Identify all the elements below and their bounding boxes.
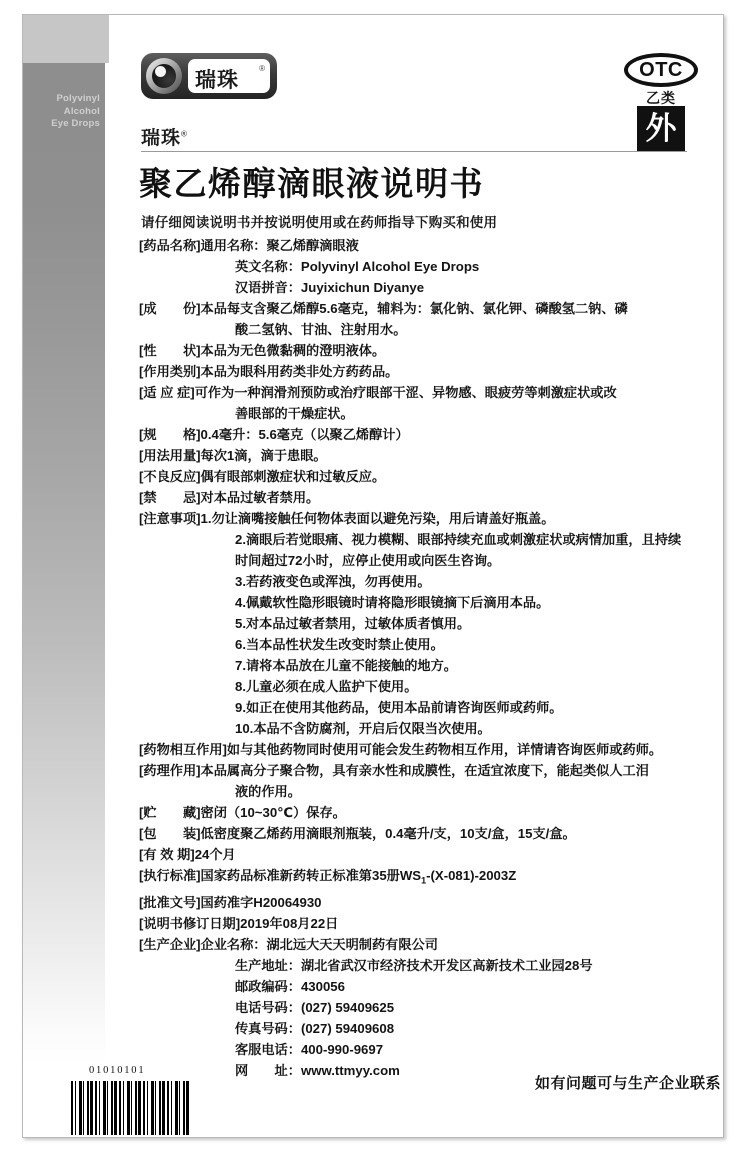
section-revision-date (139, 913, 691, 934)
fax-key: 传真号码： (235, 1020, 301, 1036)
section-storage (139, 802, 691, 823)
precaution-item: 6.当本品性状发生改变时禁止使用。 (235, 637, 444, 652)
external-use-text: 外 (645, 111, 677, 146)
service-key: 客服电话： (235, 1041, 301, 1057)
section-ingredients (139, 298, 691, 319)
address-key: 生产地址： (235, 957, 301, 973)
section-label: [禁 忌] (139, 490, 201, 505)
section-value: 低密度聚乙烯药用滴眼剂瓶装，0.4毫升/支，10支/盒，15支/盒。 (200, 826, 576, 841)
manufacturer-phone (139, 997, 691, 1018)
drug-name-english: 英文名称：Polyvinyl Alcohol Eye Drops (235, 259, 480, 274)
phone-key: 电话号码： (235, 999, 301, 1015)
section-value: 2019年08月22日 (240, 915, 339, 931)
section-label: [药品名称] (139, 238, 201, 253)
section-value: 通用名称：聚乙烯醇滴眼液 (200, 238, 359, 253)
section-manufacturer (139, 934, 691, 955)
header-divider (141, 151, 687, 152)
section-contraindications (139, 487, 691, 508)
otc-mark-text: OTC (639, 59, 683, 81)
spine-product-name (28, 93, 100, 131)
drug-name-pinyin: 汉语拼音：Juyixichun Diyanye (235, 280, 425, 295)
standard-subscript: 1 (421, 875, 427, 886)
logo-name-box (188, 59, 270, 93)
contact-note: 如有问题可与生产企业联系 (535, 1075, 722, 1092)
section-pharmacology (139, 760, 691, 781)
page-title: 聚乙烯醇滴眼液说明书 (139, 165, 484, 202)
section-value: 每次1滴，滴于患眼。 (200, 448, 327, 463)
precaution-item: 2.滴眼后若觉眼痛、视力模糊、眼部持续充血或刺激症状或病情加重，且持续 (235, 532, 682, 547)
logo-brand-text: 瑞珠 (195, 69, 239, 92)
otc-mark (624, 53, 698, 87)
section-label: [包 装] (139, 826, 201, 841)
section-precautions (139, 508, 691, 529)
fax-value: (027) 59409608 (300, 1020, 395, 1036)
left-spine-panel (23, 15, 109, 1139)
standard-prefix: 国家药品标准新药转正标准第35册WS (200, 868, 422, 883)
barcode-icon (71, 1081, 189, 1135)
spine-line-1: Polyvinyl (56, 93, 100, 104)
otc-badge (622, 53, 700, 151)
external-use-mark (637, 106, 685, 151)
spine-top-cap (23, 15, 109, 63)
eye-lens-icon (146, 58, 182, 94)
section-value: 0.4毫升：5.6毫克（以聚乙烯醇计） (200, 427, 409, 442)
precaution-item-continued: 时间超过72小时，应停止使用或向医生咨询。 (235, 553, 501, 568)
section-value: 本品为眼科用药类非处方药药品。 (200, 364, 399, 379)
precaution-item: 9.如正在使用其他药品，使用本品前请咨询医师或药师。 (235, 700, 563, 715)
otc-class-label: 乙类 (646, 90, 676, 106)
document-content (117, 15, 717, 1139)
pharmacology-continued: 液的作用。 (235, 784, 301, 799)
page-subtitle: 请仔细阅读说明书并按说明使用或在药师指导下购买和使用 (141, 215, 498, 230)
brand-heading-reg: ® (181, 129, 188, 139)
brand-heading (141, 123, 188, 150)
manufacturer-fax (139, 1018, 691, 1039)
insert-body (139, 235, 691, 1081)
section-drug-interactions (139, 739, 691, 760)
section-label: [适 应 症] (139, 385, 195, 400)
section-value (201, 865, 691, 892)
section-label: [有 效 期] (139, 847, 195, 862)
section-label: [批准文号] (139, 894, 201, 910)
section-value: 本品每支含聚乙烯醇5.6毫克，辅料为：氯化钠、氯化钾、磷酸氢二钠、磷 (200, 301, 628, 316)
section-indications (139, 382, 691, 403)
section-label: [注意事项] (139, 511, 201, 526)
section-label: [规 格] (139, 427, 201, 442)
spine-gradient (23, 63, 105, 1063)
section-value: 本品属高分子聚合物，具有亲水性和成膜性，在适宜浓度下，能起类似人工泪 (200, 763, 649, 778)
section-value: 密闭（10~30℃）保存。 (200, 805, 346, 820)
ingredients-continued: 酸二氢钠、甘油、注射用水。 (235, 322, 407, 337)
section-label: [用法用量] (139, 448, 201, 463)
section-value: 本品为无色微黏稠的澄明液体。 (200, 343, 386, 358)
section-approval-number (139, 892, 691, 913)
service-value: 400-990-9697 (300, 1041, 384, 1057)
precaution-item: 8.儿童必须在成人监护下使用。 (235, 679, 418, 694)
precaution-item: 5.对本品过敏者禁用，过敏体质者慎用。 (235, 616, 471, 631)
section-drug-name (139, 235, 691, 256)
precaution-item: 3.若药液变色或浑浊，勿再使用。 (235, 574, 431, 589)
brand-logo (141, 53, 277, 99)
section-label: [说明书修订日期] (139, 915, 241, 931)
section-package (139, 823, 691, 844)
logo-registered-mark: ® (259, 64, 265, 73)
section-label: [成 份] (139, 301, 201, 316)
section-value: 可作为一种润滑剂预防或治疗眼部干涩、异物感、眼疲劳等刺激症状或改 (194, 385, 617, 400)
postcode-key: 邮政编码： (235, 978, 301, 994)
barcode-number: 01010101 (89, 1065, 146, 1076)
indications-continued: 善眼部的干燥症状。 (235, 406, 354, 421)
section-value: 对本品过敏者禁用。 (200, 490, 320, 505)
section-adverse-reactions (139, 466, 691, 487)
customer-service-phone (139, 1039, 691, 1060)
section-standard (139, 865, 691, 892)
section-appearance (139, 340, 691, 361)
insert-page (22, 14, 724, 1138)
section-label: [贮 藏] (139, 805, 201, 820)
manufacturer-address (139, 955, 691, 976)
precaution-item: 4.佩戴软性隐形眼镜时请将隐形眼镜摘下后滴用本品。 (235, 595, 550, 610)
phone-value: (027) 59409625 (300, 999, 395, 1015)
section-label: [药物相互作用] (139, 742, 227, 757)
section-value: 24个月 (194, 847, 236, 862)
section-label: [生产企业] (139, 936, 201, 952)
section-value: 企业名称：湖北远大天天明制药有限公司 (200, 936, 438, 952)
spine-line-3: Eye Drops (51, 118, 100, 129)
section-label: [执行标准] (139, 868, 201, 883)
address-value: 湖北省武汉市经济技术开发区高新技术工业园28号 (300, 957, 593, 973)
section-label: [不良反应] (139, 469, 201, 484)
brand-heading-text: 瑞珠 (141, 128, 182, 149)
precaution-item: 10.本品不含防腐剂，开启后仅限当次使用。 (235, 721, 491, 736)
standard-suffix: -(X-081)-2003Z (426, 868, 517, 883)
section-label: [性 状] (139, 343, 201, 358)
section-label: [药理作用] (139, 763, 201, 778)
section-value: 国药准字H20064930 (200, 894, 322, 910)
web-value: www.ttmyy.com (300, 1062, 400, 1078)
section-label: [作用类别] (139, 364, 201, 379)
section-value: 如与其他药物同时使用可能会发生药物相互作用，详情请咨询医师或药师。 (226, 742, 663, 757)
spine-line-2: Alcohol (63, 105, 100, 117)
section-category (139, 361, 691, 382)
section-dosage (139, 445, 691, 466)
precaution-item: 7.请将本品放在儿童不能接触的地方。 (235, 658, 457, 673)
section-value: 偶有眼部刺激症状和过敏反应。 (200, 469, 386, 484)
section-specification (139, 424, 691, 445)
postcode-value: 430056 (300, 978, 345, 994)
web-key: 网 址： (235, 1062, 301, 1078)
precaution-item: 1.勿让滴嘴接触任何物体表面以避免污染，用后请盖好瓶盖。 (200, 511, 555, 526)
section-shelf-life (139, 844, 691, 865)
manufacturer-postcode (139, 976, 691, 997)
